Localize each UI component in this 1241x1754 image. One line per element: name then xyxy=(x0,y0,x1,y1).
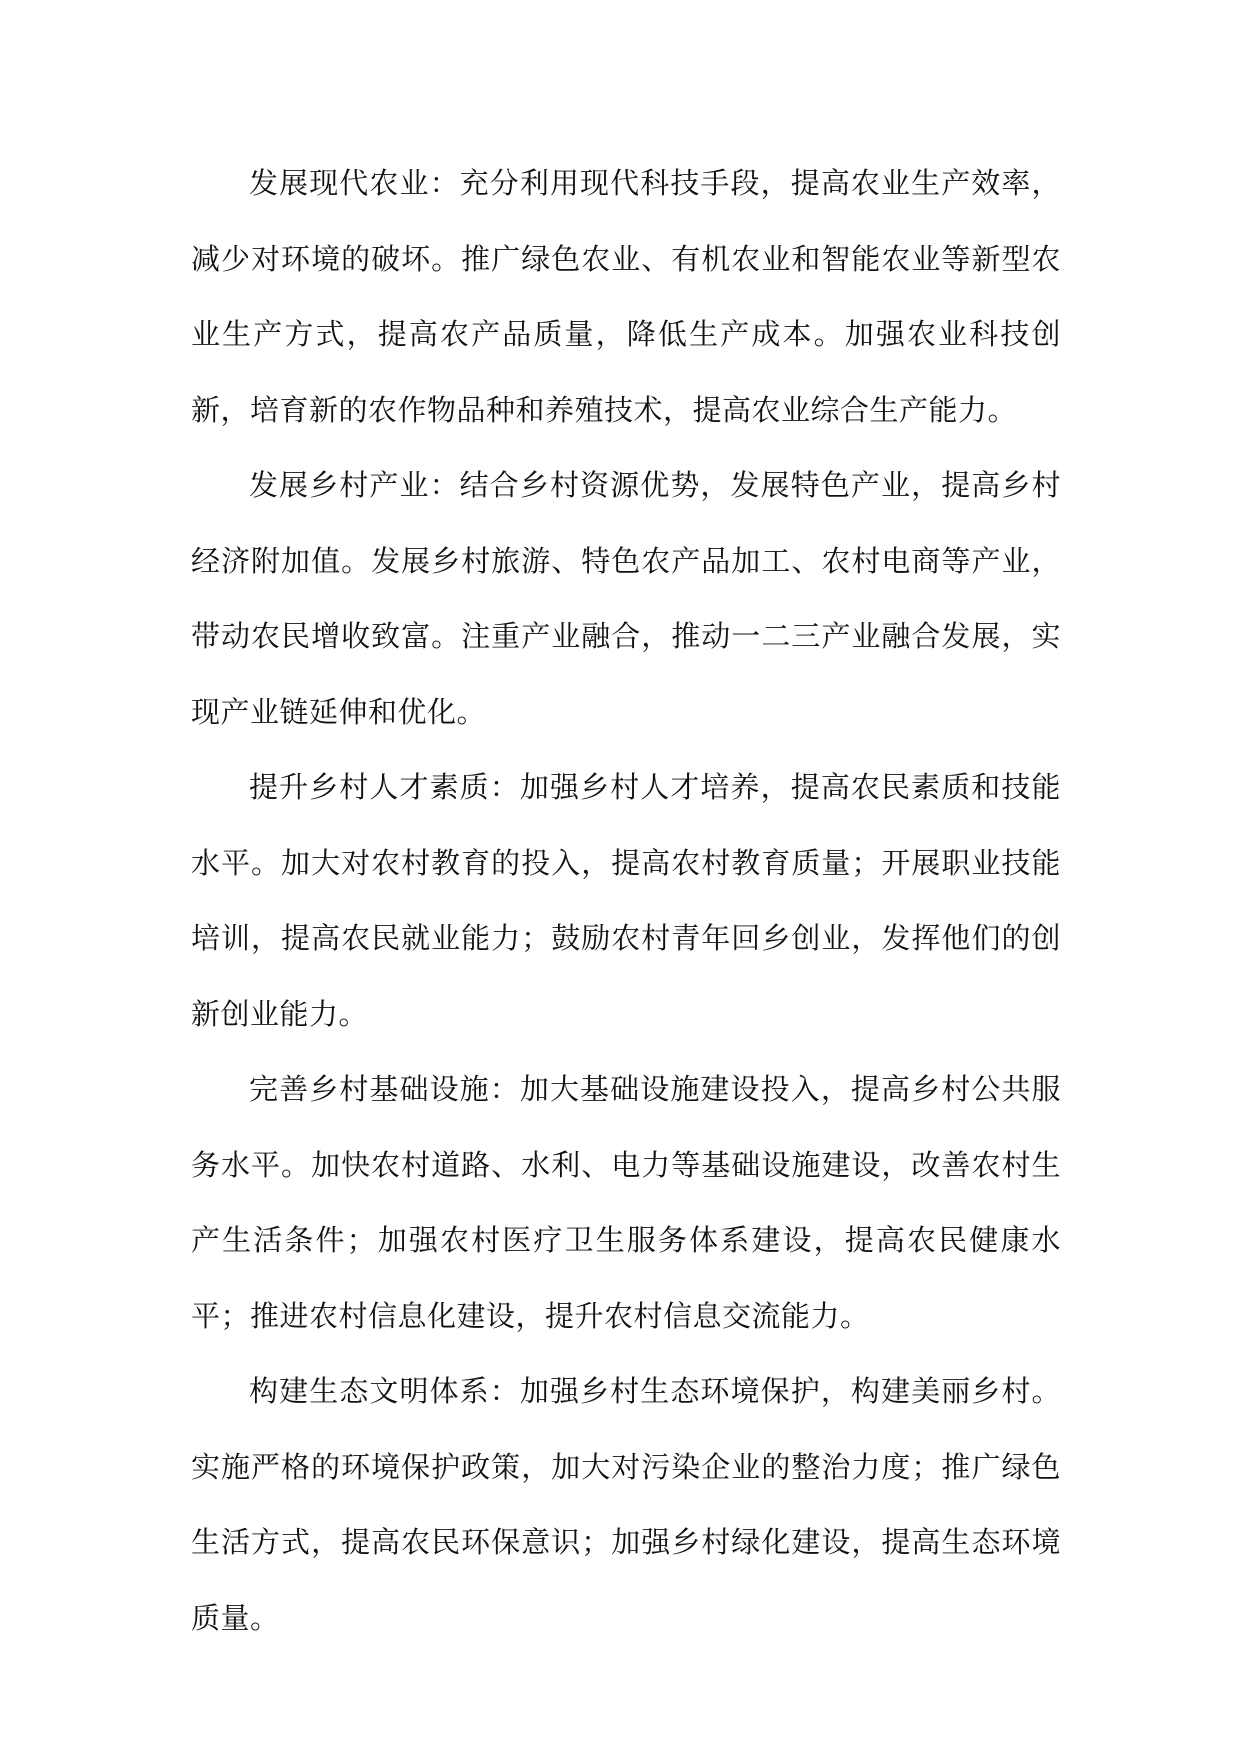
paragraph-ecological-civilization: 构建生态文明体系：加强乡村生态环境保护，构建美丽乡村。实施严格的环境保护政策，加大对污染企业的整治力度；推广绿色生活方式，提高农民环保意识；加强乡村绿化建设，提高生态环境质量。 xyxy=(191,1374,1061,1635)
paragraph-rural-industry: 发展乡村产业：结合乡村资源优势，发展特色产业，提高乡村经济附加值。发展乡村旅游、特色农产品加工、农村电商等产业，带动农民增收致富。注重产业融合，推动一二三产业融合发展，实现产业链延伸和优化。 xyxy=(191,468,1061,729)
paragraph-modern-agriculture: 发展现代农业：充分利用现代科技手段，提高农业生产效率，减少对环境的破坏。推广绿色农业、有机农业和智能农业等新型农业生产方式，提高农产品质量，降低生产成本。加强农业科技创新，培育新的农作物品种和养殖技术，提高农业综合生产能力。 xyxy=(191,166,1061,427)
paragraph-rural-talent: 提升乡村人才素质：加强乡村人才培养，提高农民素质和技能水平。加大对农村教育的投入，提高农村教育质量；开展职业技能培训，提高农民就业能力；鼓励农村青年回乡创业，发挥他们的创新创业能力。 xyxy=(191,770,1061,1031)
paragraph-rural-infrastructure: 完善乡村基础设施：加大基础设施建设投入，提高乡村公共服务水平。加快农村道路、水利、电力等基础设施建设，改善农村生产生活条件；加强农村医疗卫生服务体系建设，提高农民健康水平；推进农村信息化建设，提升农村信息交流能力。 xyxy=(191,1072,1061,1333)
document-body xyxy=(191,146,1061,1656)
